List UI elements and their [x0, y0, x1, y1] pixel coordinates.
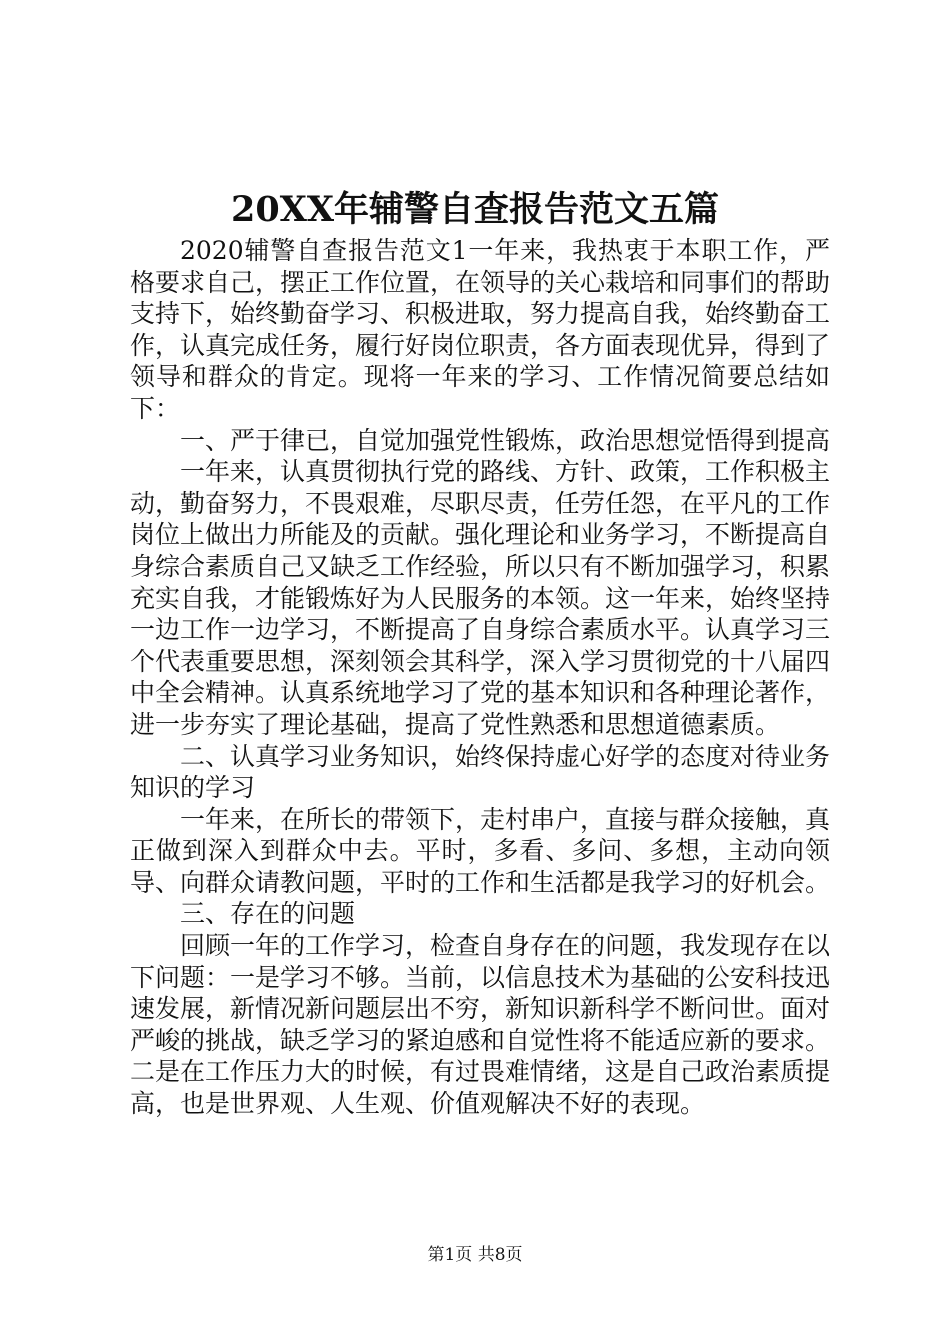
paragraph-section-3: 回顾一年的工作学习，检查自身存在的问题，我发现存在以下问题：一是学习不够。当前，以信息技术为基础的公安科技迅速发展，新情况新问题层出不穷，新知识新科学不断问世。面对严峻的挑战，缺乏学习的紧迫感和自觉性将不能适应新的要求。二是在工作压力大的时候，有过畏难情绪，这是自己政治素质提高，也是世界观、人生观、价值观解决不好的表现。 [130, 931, 831, 1119]
section-heading-2: 二、认真学习业务知识，始终保持虚心好学的态度对待业务知识的学习 [130, 741, 831, 803]
paragraph-section-2: 一年来，在所长的带领下，走村串户，直接与群众接触，真正做到深入到群众中去。平时，多看、多问、多想，主动向领导、向群众请教问题，平时的工作和生活都是我学习的好机会。 [130, 804, 831, 897]
document-body [130, 235, 830, 1120]
page-footer [0, 1244, 950, 1266]
document-title: 20XX年辅警自查报告范文五篇 [230, 189, 720, 230]
paragraph-intro: 2020辅警自查报告范文1一年来，我热衷于本职工作，严格要求自己，摆正工作位置，在领导的关心栽培和同事们的帮助支持下，始终勤奋学习、积极进取，努力提高自我，始终勤奋工作，认真完成任务，履行好岗位职责，各方面表现优异，得到了领导和群众的肯定。现将一年来的学习、工作情况简要总结如下： [130, 236, 831, 423]
page-indicator: 第1页 共8页 [427, 1245, 523, 1265]
section-heading-1: 一、严于律已，自觉加强党性锻炼，政治思想觉悟得到提高 [180, 425, 831, 455]
paragraph-section-1: 一年来，认真贯彻执行党的路线、方针、政策，工作积极主动，勤奋努力，不畏艰难，尽职尽责，任劳任怨，在平凡的工作岗位上做出力所能及的贡献。强化理论和业务学习，不断提高自身综合素质自己又缺乏工作经验，所以只有不断加强学习，积累充实自我，才能锻炼好为人民服务的本领。这一年来，始终坚持一边工作一边学习，不断提高了自身综合素质水平。认真学习三个代表重要思想，深刻领会其科学，深入学习贯彻党的十八届四中全会精神。认真系统地学习了党的基本知识和各种理论著作，进一步夯实了理论基础，提高了党性熟悉和思想道德素质。 [130, 457, 831, 739]
section-heading-3: 三、存在的问题 [180, 899, 356, 929]
